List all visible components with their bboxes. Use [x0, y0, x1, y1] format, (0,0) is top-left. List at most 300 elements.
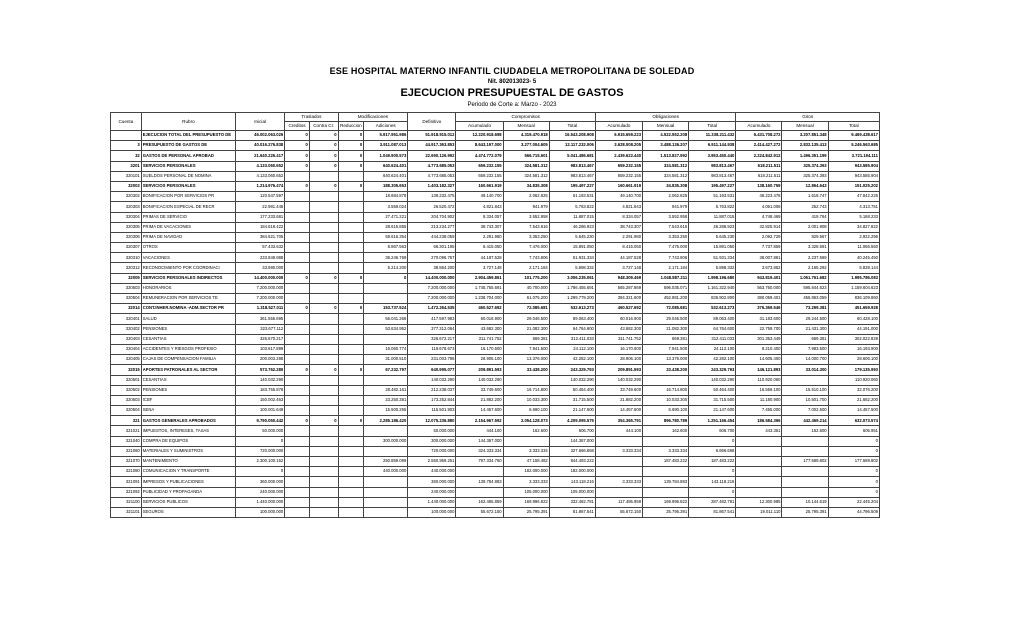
table-row: [111, 365, 880, 375]
header-obligaciones: Obligaciones: [595, 113, 735, 122]
table-row: [111, 151, 880, 161]
cell-rubro: EJECUCION TOTAL DEL PRESUPUESTO DE: [141, 131, 235, 141]
cell-value: 15.891.050: [689, 243, 736, 253]
cell-value: [309, 324, 338, 334]
cell-value: 2.291.980: [595, 232, 642, 242]
cell-value: 38.743.307: [595, 222, 642, 232]
cell-value: 532.613.273: [689, 304, 736, 314]
table-row: [111, 385, 880, 395]
cell-value: 60.016.900: [456, 314, 503, 324]
cell-value: 8.210.400: [736, 344, 782, 354]
cell-value: 29.244.500: [782, 314, 828, 324]
cell-value: 443.351: [736, 426, 782, 436]
cell-cuenta: 32014: [111, 304, 142, 314]
cell-value: 440.000.000: [408, 467, 456, 477]
cell-value: 40.016.276.838: [236, 141, 285, 151]
cell-value: 143.118.216: [549, 477, 595, 487]
cell-value: 15.500.255: [364, 406, 408, 416]
cell-value: 380.059.401: [736, 294, 782, 304]
header-giros: Giros: [736, 113, 880, 122]
cell-value: [309, 222, 338, 232]
cell-value: 2.171.184: [643, 263, 689, 273]
cell-value: 49.140.700: [456, 192, 503, 202]
cell-value: 140.032.290: [456, 375, 503, 385]
table-row: [111, 304, 880, 314]
cell-value: [736, 446, 782, 456]
cell-value: 0: [309, 273, 338, 283]
table-row: [111, 294, 880, 304]
cell-value: [285, 334, 310, 344]
cell-value: 55.672.150: [595, 507, 642, 517]
cell-value: 1.618.747: [782, 192, 828, 202]
cell-value: 4.773.685.053: [408, 171, 456, 181]
cell-value: 1.496.351.199: [782, 151, 828, 161]
cell-rubro: PRIMA DE VACACIONES: [141, 222, 235, 232]
cell-value: 669.381: [503, 334, 549, 344]
cell-value: 18.684.878: [364, 192, 408, 202]
table-row: [111, 181, 880, 191]
cell-value: 22.690.126.992: [408, 151, 456, 161]
cell-value: [338, 406, 364, 416]
cell-value: 983.813.467: [689, 171, 736, 181]
cell-value: 324.581.312: [643, 171, 689, 181]
cell-value: 119.678.673: [408, 344, 456, 354]
cell-value: [309, 253, 338, 263]
cell-value: [285, 355, 310, 365]
cell-value: [782, 436, 828, 446]
header-reduccion: Reduccion: [338, 122, 364, 131]
cell-value: 659.232.155: [456, 161, 503, 171]
cell-value: 4.133.060.652: [236, 161, 285, 171]
cell-value: 10.033.300: [643, 395, 689, 405]
cell-value: 632.073.574: [828, 416, 879, 426]
cell-value: 983.813.467: [549, 171, 595, 181]
cell-value: 836.902.800: [689, 294, 736, 304]
cell-value: 354.365.791: [595, 416, 642, 426]
cell-value: 15.510.100: [782, 385, 828, 395]
cell-value: [338, 507, 364, 517]
cell-cuenta: 3201: [111, 161, 142, 171]
cell-value: [285, 436, 310, 446]
cell-value: 596.035.071: [643, 283, 689, 293]
cell-value: 4.209.095.575: [549, 416, 595, 426]
cell-value: 1.998.196.680: [689, 273, 736, 283]
cell-value: [285, 406, 310, 416]
cell-value: 8.415.050: [456, 243, 503, 253]
cell-value: [364, 507, 408, 517]
cell-value: 0: [338, 141, 364, 151]
cell-value: [285, 375, 310, 385]
cell-value: [338, 385, 364, 395]
cell-value: 844.493.222: [549, 457, 595, 467]
cell-value: 384.321.600: [595, 294, 642, 304]
cell-value: 100.000.000: [408, 507, 456, 517]
cell-value: 3.333.334: [503, 446, 549, 456]
cell-value: 836.109.860: [828, 294, 879, 304]
cell-value: 183.755.878: [236, 385, 285, 395]
cell-value: 179.135.993: [828, 365, 879, 375]
cell-value: [338, 426, 364, 436]
cell-value: 115.501.903: [408, 406, 456, 416]
cell-value: 311.741.752: [456, 334, 503, 344]
cell-cuenta: 320312: [111, 263, 142, 273]
header-inicial: Inicial: [236, 113, 285, 131]
cell-value: 64.764.600: [549, 324, 595, 334]
cell-value: 0: [236, 436, 285, 446]
cell-value: [285, 426, 310, 436]
cell-value: 31.183.600: [736, 314, 782, 324]
cell-value: 941.979: [503, 202, 549, 212]
cell-value: 442.469.214: [782, 416, 828, 426]
cell-value: [309, 294, 338, 304]
cell-value: 720.000.000: [408, 446, 456, 456]
cell-cuenta: 321101: [111, 507, 142, 517]
cell-value: 195.497.227: [689, 181, 736, 191]
cell-value: 46.002.063.026: [236, 131, 285, 141]
cell-value: 797.334.760: [456, 457, 503, 467]
cell-value: 195.497.227: [549, 181, 595, 191]
cell-value: 2.224.842.912: [736, 151, 782, 161]
cell-value: 1.403.182.327: [408, 181, 456, 191]
cell-value: 33.749.600: [456, 385, 503, 395]
cell-value: 44.796.509: [828, 507, 879, 517]
header-comp-mensual: Mensual: [503, 122, 549, 131]
cell-value: 51.931.334: [689, 253, 736, 263]
cell-value: 16.170.600: [595, 344, 642, 354]
cell-value: 28.906.100: [595, 355, 642, 365]
cell-value: 324.333.334: [456, 446, 503, 456]
cell-value: [338, 344, 364, 354]
cell-value: 2.300.100.152: [236, 457, 285, 467]
cell-value: 7.743.806: [643, 253, 689, 263]
cell-value: 3.727.148: [456, 263, 503, 273]
cell-value: 0: [338, 151, 364, 161]
cell-value: 311.741.752: [595, 334, 642, 344]
cell-value: 40.245.450: [828, 253, 879, 263]
cell-rubro: CESANTIAS: [141, 375, 235, 385]
table-row: [111, 314, 880, 324]
cell-cuenta: 321100: [111, 497, 142, 507]
cell-value: 2.904.459.861: [456, 273, 503, 283]
cell-value: 7.200.000.000: [236, 283, 285, 293]
cell-value: 566.715.601: [503, 151, 549, 161]
cell-cuenta: 320303: [111, 202, 142, 212]
cell-value: 16.170.600: [456, 344, 503, 354]
cell-value: 943.819.401: [736, 273, 782, 283]
cell-cuenta: [111, 131, 142, 141]
cell-rubro: ACCIDENTES Y RIESGOS PROFESIO: [141, 344, 235, 354]
cell-rubro: SERVICIOS PERSONALES: [141, 181, 235, 191]
cell-value: 532.613.273: [549, 304, 595, 314]
cell-value: 16.714.800: [503, 385, 549, 395]
cell-value: [338, 487, 364, 497]
cell-value: 3.333.334: [595, 446, 642, 456]
cell-value: 640.995.077: [408, 365, 456, 375]
cell-value: 0: [309, 416, 338, 426]
table-row: [111, 426, 880, 436]
cell-value: 8.867.563: [364, 243, 408, 253]
cell-value: [309, 457, 338, 467]
cell-value: 565.287.869: [595, 283, 642, 293]
cell-rubro: ICBF: [141, 395, 235, 405]
cell-value: 38.864.200: [408, 263, 456, 273]
cell-value: 6.690.100: [643, 406, 689, 416]
cell-value: 0: [285, 365, 310, 375]
table-row: [111, 192, 880, 202]
cell-value: 0: [338, 181, 364, 191]
cell-value: 0: [828, 436, 879, 446]
cell-value: 31.715.500: [549, 395, 595, 405]
cell-value: [285, 457, 310, 467]
cell-value: 0: [285, 131, 310, 141]
cell-value: 213.234.277: [408, 222, 456, 232]
cell-value: 0: [285, 141, 310, 151]
cell-value: 0: [689, 467, 736, 477]
header-creditos: Creditos: [285, 122, 310, 131]
cell-rubro: SALUD: [141, 314, 235, 324]
cell-value: 162.600: [643, 426, 689, 436]
cell-value: 6.690.100: [503, 406, 549, 416]
cell-value: 139.784.883: [643, 477, 689, 487]
cell-rubro: PENSIONES: [141, 324, 235, 334]
cell-rubro: BONIFICACION POR SERVICIOS PR: [141, 192, 235, 202]
cell-value: 105.000.000: [549, 487, 595, 497]
cell-rubro: PRIMA DE NAVIDAD: [141, 232, 235, 242]
cell-value: 300.000.000: [364, 436, 408, 446]
cell-value: 2.001.908: [782, 222, 828, 232]
cell-value: 33.690.000: [236, 263, 285, 273]
cell-value: 5.898.332: [549, 263, 595, 273]
table-row: [111, 324, 880, 334]
cell-value: 0: [689, 487, 736, 497]
cell-value: 21.882.200: [456, 395, 503, 405]
cell-value: 659.232.155: [456, 171, 503, 181]
cell-value: [338, 467, 364, 477]
cell-value: 669.381: [643, 334, 689, 344]
cell-value: 983.813.467: [689, 161, 736, 171]
cell-value: 943.585.904: [828, 171, 879, 181]
cell-value: 1.440.000.000: [408, 497, 456, 507]
cell-value: 1.161.322.940: [689, 283, 736, 293]
cell-value: 49.140.700: [595, 192, 642, 202]
cell-value: 419.764: [782, 212, 828, 222]
cell-cuenta: 320502: [111, 385, 142, 395]
cell-value: 6.911.144.938: [689, 141, 736, 151]
cell-value: 3.353.250: [503, 232, 549, 242]
cell-value: 72.085.681: [643, 304, 689, 314]
cell-value: [338, 263, 364, 273]
cell-value: [338, 477, 364, 487]
cell-value: 24.112.100: [689, 344, 736, 354]
cell-value: 60.428.100: [828, 314, 879, 324]
cell-value: 440.000.000: [364, 467, 408, 477]
cell-value: 5.645.230: [549, 232, 595, 242]
cell-value: 324.581.312: [503, 161, 549, 171]
cell-value: 659.232.155: [595, 171, 642, 181]
cell-value: 57.433.632: [236, 243, 285, 253]
cell-value: 2.165.292: [782, 263, 828, 273]
cell-value: 9.469.438.617: [828, 131, 879, 141]
cell-value: 6.915.659.223: [595, 131, 642, 141]
cell-value: 4.821.843: [456, 202, 503, 212]
cell-value: [285, 446, 310, 456]
cell-value: 43.682.300: [595, 324, 642, 334]
cell-rubro: CESANTIAS: [141, 334, 235, 344]
cell-cuenta: 320401: [111, 314, 142, 324]
cell-value: 38.743.307: [456, 222, 503, 232]
table-row: [111, 344, 880, 354]
cell-value: 5.917.951.986: [364, 131, 408, 141]
cell-value: 42.282.100: [549, 355, 595, 365]
cell-value: 312.411.033: [689, 334, 736, 344]
header-adiciones: Adiciones: [364, 122, 408, 131]
cell-value: [285, 344, 310, 354]
cell-value: 200.003.288: [236, 355, 285, 365]
cell-value: [338, 212, 364, 222]
cell-value: 460.527.692: [595, 304, 642, 314]
cell-value: 302.022.829: [828, 334, 879, 344]
cell-value: 12.075.236.880: [408, 416, 456, 426]
cell-value: 0: [236, 467, 285, 477]
cell-value: [338, 171, 364, 181]
cell-value: 250.859.099: [364, 457, 408, 467]
cell-value: [309, 171, 338, 181]
cell-value: 1.051.761.682: [782, 273, 828, 283]
table-row: [111, 222, 880, 232]
report-title: EJECUCION PRESUPUESTAL DE GASTOS: [400, 87, 624, 99]
cell-value: 31.000.510: [364, 355, 408, 365]
cell-value: 50.000.000: [408, 426, 456, 436]
cell-value: [338, 395, 364, 405]
cell-value: [643, 487, 689, 497]
cell-value: 44.917.363.853: [408, 141, 456, 151]
cell-value: 169.996.822: [503, 497, 549, 507]
cell-value: 3.721.194.111: [828, 151, 879, 161]
cell-value: 2.237.569: [782, 253, 828, 263]
cell-value: 47.158.482: [503, 457, 549, 467]
cell-value: 89.063.400: [689, 314, 736, 324]
cell-value: 0: [309, 151, 338, 161]
cell-value: [309, 487, 338, 497]
cell-value: 60.016.900: [595, 314, 642, 324]
cell-value: 941.979: [643, 202, 689, 212]
cell-rubro: HONORARIOS: [141, 283, 235, 293]
table-row: [111, 446, 880, 456]
cell-value: [338, 457, 364, 467]
header-definitivo: Definitivo: [408, 113, 456, 131]
cell-value: 103.617.899: [236, 344, 285, 354]
cell-value: [643, 375, 689, 385]
table-row: [111, 355, 880, 365]
cell-cuenta: 321040: [111, 436, 142, 446]
cell-value: 120.547.597: [236, 192, 285, 202]
cell-value: [338, 232, 364, 242]
cell-value: 0: [364, 273, 408, 283]
cell-value: 50.464.400: [689, 385, 736, 395]
cell-value: 50.000.000: [236, 426, 285, 436]
header-giros-total: Total: [828, 122, 879, 131]
cell-value: 143.118.216: [689, 477, 736, 487]
cell-value: [309, 507, 338, 517]
cell-value: 61.075.200: [503, 294, 549, 304]
cell-cuenta: 320504: [111, 406, 142, 416]
cell-value: [503, 375, 549, 385]
header-oblig-mensual: Mensual: [643, 122, 689, 131]
cell-value: 51.193.531: [689, 192, 736, 202]
cell-value: 2.291.980: [456, 232, 503, 242]
cell-value: 187.483.222: [689, 457, 736, 467]
cell-value: [285, 222, 310, 232]
cell-value: 829.567: [782, 232, 828, 242]
cell-value: 140.032.290: [689, 375, 736, 385]
cell-value: 67.232.797: [364, 365, 408, 375]
cell-value: 3.673.852: [736, 263, 782, 273]
cell-value: 16.714.800: [643, 385, 689, 395]
cell-value: [285, 263, 310, 273]
cell-value: 417.597.983: [408, 314, 456, 324]
cell-value: 4.748.469: [736, 212, 782, 222]
table-row: [111, 161, 880, 171]
cell-cuenta: 320310: [111, 253, 142, 263]
cell-value: 3.333.334: [643, 446, 689, 456]
cell-value: 15.891.050: [549, 243, 595, 253]
cell-cuenta: 320501: [111, 375, 142, 385]
cell-value: 3.727.148: [595, 263, 642, 273]
cell-value: 324.581.312: [503, 171, 549, 181]
table-row: [111, 253, 880, 263]
cell-value: 323.677.112: [236, 324, 285, 334]
cell-value: [309, 283, 338, 293]
table-row: [111, 416, 880, 426]
cell-value: 252.743: [782, 202, 828, 212]
cell-value: 44.187.528: [595, 253, 642, 263]
cell-value: 150.002.463: [236, 395, 285, 405]
cell-value: 720.000.000: [236, 446, 285, 456]
cell-value: 640.624.401: [364, 161, 408, 171]
cell-value: 13.376.000: [503, 355, 549, 365]
table-row: [111, 457, 880, 467]
cell-rubro: GASTOS GENERALES APROBADOS: [141, 416, 235, 426]
cell-value: 1.251.166.454: [689, 416, 736, 426]
cell-value: [364, 477, 408, 487]
cell-value: 140.032.290: [595, 375, 642, 385]
cell-value: 38.007.881: [736, 253, 782, 263]
cell-value: 31.715.500: [689, 395, 736, 405]
cell-cuenta: 32003: [111, 181, 142, 191]
table-row: [111, 243, 880, 253]
cell-value: [782, 487, 828, 497]
cell-value: 11.887.015: [549, 212, 595, 222]
cell-value: [338, 192, 364, 202]
cell-cuenta: 320405: [111, 355, 142, 365]
cell-rubro: PRESUPUESTO DE GASTOS DE: [141, 141, 235, 151]
cell-value: 4.821.843: [595, 202, 642, 212]
cell-value: 139.784.883: [456, 477, 503, 487]
cell-value: 361.556.695: [236, 314, 285, 324]
cell-value: 10.501.700: [782, 395, 828, 405]
cell-value: [338, 334, 364, 344]
header-rubro: Rubro: [141, 113, 235, 131]
cell-rubro: CAJAS DE COMPENSACION FAMILIA: [141, 355, 235, 365]
cell-value: [364, 283, 408, 293]
cell-value: 162.600: [782, 426, 828, 436]
cell-value: 32.076.200: [828, 385, 879, 395]
cell-value: 144.367.000: [456, 436, 503, 446]
cell-value: 455.863.059: [782, 294, 828, 304]
cell-value: 1.049.900.573: [364, 151, 408, 161]
cell-value: 21.082.300: [503, 324, 549, 334]
cell-value: 22.981.448: [236, 202, 285, 212]
